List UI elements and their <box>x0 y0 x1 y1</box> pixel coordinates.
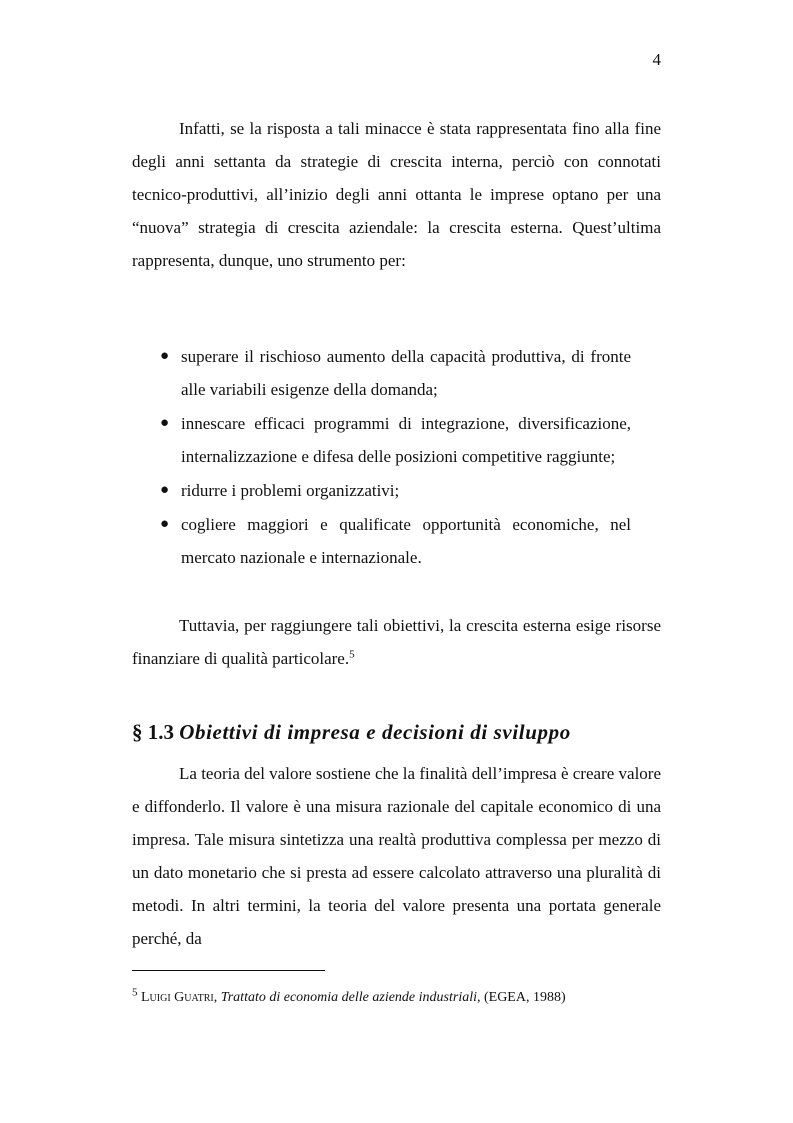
footnote-title: Trattato di economia delle aziende industriali, <box>220 990 481 1005</box>
paragraph-conclusion-text: Tuttavia, per raggiungere tali obiettivi, la crescita esterna esige risorse finanziare di qualità particolare. <box>132 616 661 668</box>
list-item <box>160 474 631 507</box>
paragraph-conclusion <box>132 609 661 675</box>
list-item-text: superare il rischioso aumento della capacità produttiva, di fronte alle variabili esigenze della domanda; <box>181 347 631 399</box>
list-item-text: innescare efficaci programmi di integrazione, diversificazione, internalizzazione e difesa delle posizioni competitive raggiunte; <box>181 414 631 466</box>
footnote-divider <box>132 970 325 971</box>
footnote-author: Luigi Guatri <box>141 990 214 1005</box>
list-item-text: cogliere maggiori e qualificate opportunità economiche, nel mercato nazionale e internazionale. <box>181 515 631 567</box>
bullet-icon: ● <box>160 415 170 431</box>
section-number: § 1.3 <box>132 720 174 744</box>
section-title: Obiettivi di impresa e decisioni di sviluppo <box>179 720 571 744</box>
section-heading <box>132 716 571 748</box>
footnote-reference[interactable]: 5 <box>349 648 355 661</box>
footnote-marker: 5 <box>132 986 138 999</box>
bullet-icon: ● <box>160 516 170 532</box>
bullet-icon: ● <box>160 348 170 364</box>
footnote: $^5$ Luigi Guatri, Trattato di economia delle aziende industriali, (EGEA, 1988) <box>132 986 566 1005</box>
list-item <box>160 508 631 574</box>
bullet-icon: ● <box>160 482 170 498</box>
list-item <box>160 407 631 473</box>
list-item-text: ridurre i problemi organizzativi; <box>181 481 400 500</box>
list-item <box>160 340 631 406</box>
page-number: 4 <box>652 50 661 69</box>
paragraph-theory: La teoria del valore sostiene che la finalità dell’impresa è creare valore e diffonderlo. Il valore è una misura razionale del capitale economico di una impresa. Tale misura sintetizza una realtà produttiva complessa per mezzo di un dato monetario che si presta ad essere calcolato attraverso una pluralità di metodi. In altri termini, la teoria del valore presenta una portata generale perché, da <box>132 764 661 948</box>
bullet-list <box>160 340 631 575</box>
footnote-publisher: (EGEA, 1988) <box>483 990 566 1005</box>
paragraph-intro: Infatti, se la risposta a tali minacce è stata rappresentata fino alla fine degli anni settanta da strategie di crescita interna, perciò con connotati tecnico-produttivi, all’inizio degli anni ottanta le imprese optano per una “nuova” strategia di crescita aziendale: la crescita esterna. Quest’ultima rappresenta, dunque, uno strumento per: <box>132 119 661 270</box>
